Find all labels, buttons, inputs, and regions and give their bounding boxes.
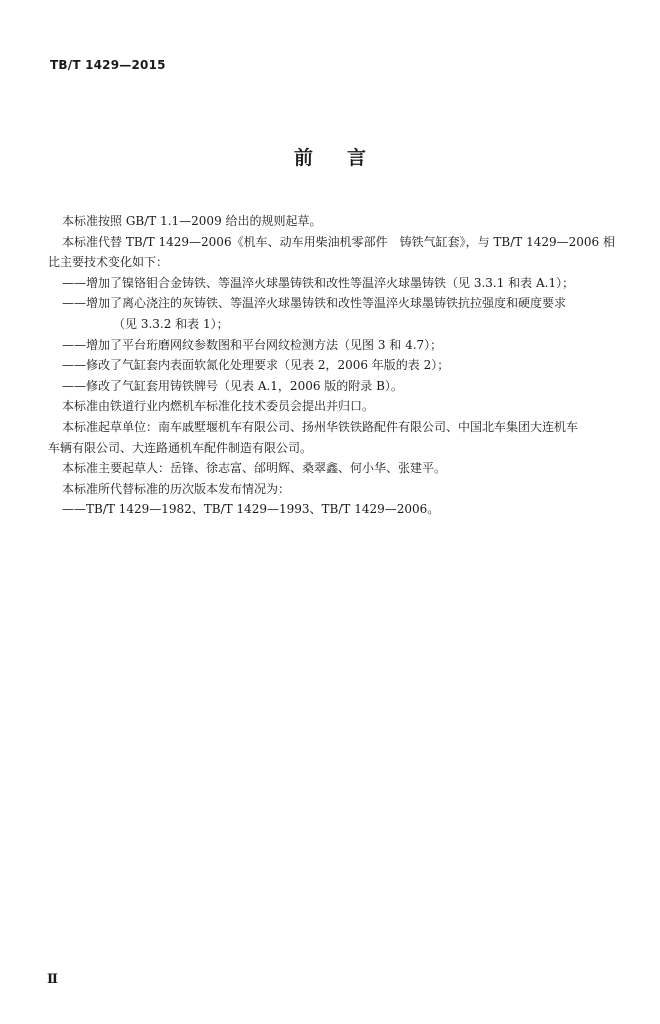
page-title: 前言 bbox=[293, 147, 400, 169]
paragraph-replacement-cont: 比主要技术变化如下： bbox=[48, 255, 169, 270]
document-number: TB/T 1429—2015 bbox=[50, 58, 166, 72]
paragraph-drafting-units-cont: 车辆有限公司、大连路通机车配件制造有限公司。 bbox=[48, 440, 313, 455]
paragraph-proposer: 本标准由铁道行业内燃机车标准化技术委员会提出并归口。 bbox=[62, 399, 375, 414]
history-item: ——TB/T 1429—1982、TB/T 1429—1993、TB/T 1429—2006。 bbox=[62, 502, 440, 517]
paragraph-replacement: 本标准代替 TB/T 1429—2006《机车、动车用柴油机零部件 铸铁气缸套》，与 TB/T 1429—2006 相 bbox=[62, 234, 615, 249]
change-item-1: ——增加了镍铬钼合金铸铁、等温淬火球墨铸铁和改性等温淬火球墨铸铁（见 3.3.1 和表 A.1）； bbox=[62, 275, 575, 290]
change-item-3: ——增加了平台珩磨网纹参数图和平台网纹检测方法（见图 3 和 4.7）； bbox=[62, 337, 443, 352]
paragraph-drafters: 本标准主要起草人：岳锋、徐志富、邰明辉、桑翠鑫、何小华、张建平。 bbox=[62, 461, 447, 476]
change-item-4: ——修改了气缸套内表面软氮化处理要求（见表 2，2006 年版的表 2）； bbox=[62, 358, 450, 373]
paragraph-drafting-units: 本标准起草单位：南车戚墅堰机车有限公司、扬州华铁铁路配件有限公司、中国北车集团大连机车 bbox=[62, 419, 579, 434]
page-number: Ⅱ bbox=[47, 972, 58, 987]
foreword-body bbox=[48, 211, 614, 520]
paragraph-drafting-rules: 本标准按照 GB/T 1.1—2009 给出的规则起草。 bbox=[62, 214, 322, 228]
change-item-5: ——修改了气缸套用铸铁牌号（见表 A.1，2006 版的附录 B）。 bbox=[62, 378, 403, 393]
change-item-2-cont: （见 3.3.2 和表 1）； bbox=[113, 316, 229, 331]
paragraph-history-intro: 本标准所代替标准的历次版本发布情况为： bbox=[62, 481, 291, 496]
change-item-2: ——增加了离心浇注的灰铸铁、等温淬火球墨铸铁和改性等温淬火球墨铸铁抗拉强度和硬度要求 bbox=[62, 296, 567, 311]
